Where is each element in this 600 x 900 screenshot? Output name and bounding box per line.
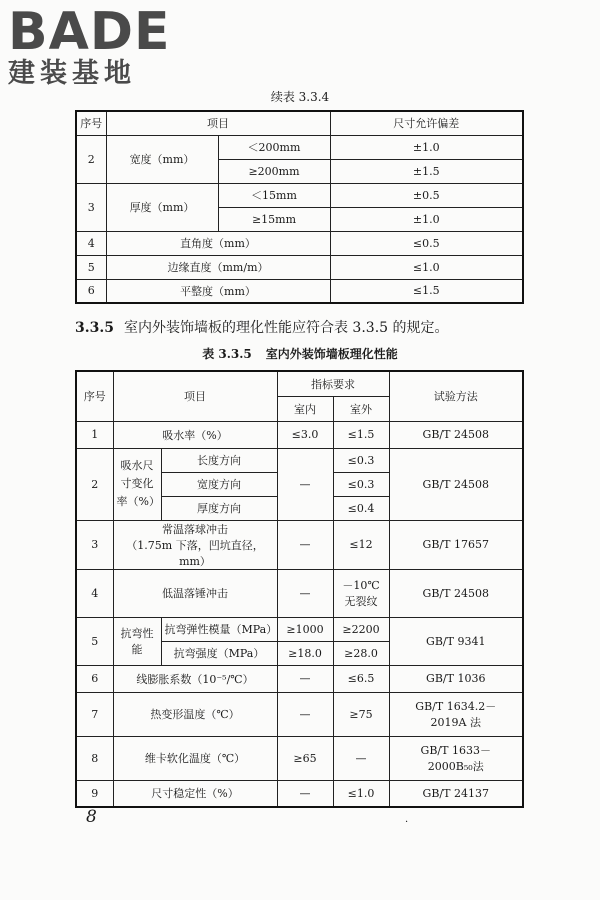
row-method: GB/T 1036 <box>389 665 523 692</box>
row-outdoor: ≥28.0 <box>333 641 389 665</box>
row-outdoor: ≤1.0 <box>333 780 389 807</box>
row-outdoor: ≤12 <box>333 520 389 569</box>
header-index: 指标要求 <box>277 371 389 396</box>
table-row <box>76 665 523 692</box>
table-row <box>76 617 523 641</box>
table-row <box>76 231 523 255</box>
table-row <box>76 421 523 448</box>
row-no: 8 <box>76 736 113 780</box>
row-method-line: GB/T 1634.2－ <box>415 700 497 713</box>
row-method-line: 2019A 法 <box>430 716 481 729</box>
properties-table <box>75 370 524 808</box>
row-item: 维卡软化温度（℃） <box>113 736 277 780</box>
row-no: 3 <box>76 520 113 569</box>
table-row <box>76 736 523 780</box>
row-method: GB/T 24508 <box>389 569 523 617</box>
row-no: 5 <box>76 617 113 665</box>
row-value: ±0.5 <box>330 183 523 207</box>
row-indoor: ≤3.0 <box>277 421 333 448</box>
header-outdoor: 室外 <box>333 396 389 421</box>
row-no: 6 <box>76 665 113 692</box>
row-no: 9 <box>76 780 113 807</box>
row-sub: ≥15mm <box>218 207 330 231</box>
header-method: 试验方法 <box>389 371 523 421</box>
row-method: GB/T 9341 <box>389 617 523 665</box>
row-group: 吸水尺寸变化率（%） <box>113 448 161 520</box>
section-paragraph <box>75 317 449 337</box>
tolerance-table <box>75 110 524 304</box>
table-row <box>76 780 523 807</box>
row-outdoor: ≤1.5 <box>333 421 389 448</box>
row-item: 线膨胀系数（10⁻⁵/℃） <box>113 665 277 692</box>
row-outdoor: ≥2200 <box>333 617 389 641</box>
table-row <box>76 183 523 207</box>
row-method-line: GB/T 1633－ <box>420 744 491 757</box>
row-indoor: — <box>277 448 333 520</box>
table-row <box>76 135 523 159</box>
table2-caption-no: 表 3.3.5 <box>202 347 252 361</box>
logo-subtitle: 建装基地 <box>8 58 136 89</box>
row-outdoor: — <box>333 736 389 780</box>
scan-speck: · <box>405 817 409 828</box>
row-sub-item: 抗弯强度（MPa） <box>161 641 277 665</box>
section-text: 室内外装饰墙板的理化性能应符合表 3.3.5 的规定。 <box>123 320 449 336</box>
row-outdoor-line: 无裂纹 <box>344 595 378 608</box>
row-indoor: — <box>277 569 333 617</box>
row-item: 热变形温度（℃） <box>113 692 277 736</box>
brand-logo <box>8 4 171 90</box>
row-no: 3 <box>76 183 106 231</box>
row-indoor: ≥65 <box>277 736 333 780</box>
row-outdoor: ≤0.4 <box>333 496 389 520</box>
row-no: 6 <box>76 279 106 303</box>
row-value: ±1.0 <box>330 135 523 159</box>
row-no: 2 <box>76 135 106 183</box>
row-method <box>389 736 523 780</box>
row-outdoor: ≤0.3 <box>333 448 389 472</box>
row-sub: ＜200mm <box>218 135 330 159</box>
table2-caption <box>0 345 600 362</box>
page-number: 8 <box>86 807 97 827</box>
row-no: 4 <box>76 231 106 255</box>
table-row <box>76 448 523 472</box>
row-sub: ≥200mm <box>218 159 330 183</box>
header-tolerance: 尺寸允许偏差 <box>330 111 523 135</box>
row-outdoor <box>333 569 389 617</box>
row-outdoor: ≥75 <box>333 692 389 736</box>
row-indoor: — <box>277 520 333 569</box>
table-row <box>76 520 523 569</box>
table-row <box>76 569 523 617</box>
row-item: 吸水率（%） <box>113 421 277 448</box>
header-item: 项目 <box>113 371 277 421</box>
logo-brand: BADE <box>8 2 171 62</box>
row-sub-item: 厚度方向 <box>161 496 277 520</box>
row-no: 7 <box>76 692 113 736</box>
row-indoor: ≥18.0 <box>277 641 333 665</box>
table2-caption-title: 室内外装饰墙板理化性能 <box>265 347 398 361</box>
row-method: GB/T 17657 <box>389 520 523 569</box>
row-no: 4 <box>76 569 113 617</box>
row-method <box>389 692 523 736</box>
row-item-line: 常温落球冲击 <box>162 522 228 536</box>
table-row <box>76 255 523 279</box>
row-item: 厚度（mm） <box>106 183 218 231</box>
row-outdoor: ≤6.5 <box>333 665 389 692</box>
row-no: 1 <box>76 421 113 448</box>
row-outdoor: ≤0.3 <box>333 472 389 496</box>
row-group: 抗弯性能 <box>113 617 161 665</box>
section-number: 3.3.5 <box>75 320 114 336</box>
header-no: 序号 <box>76 371 113 421</box>
row-sub: ＜15mm <box>218 183 330 207</box>
row-item-line: （1.75m 下落，凹坑直径，mm） <box>126 538 264 568</box>
row-item: 直角度（mm） <box>106 231 330 255</box>
table-header-row <box>76 111 523 135</box>
row-indoor: — <box>277 665 333 692</box>
row-item <box>113 520 277 569</box>
table1-caption: 续表 3.3.4 <box>270 90 330 104</box>
row-value: ±1.0 <box>330 207 523 231</box>
row-no: 2 <box>76 448 113 520</box>
row-value: ±1.5 <box>330 159 523 183</box>
row-item: 宽度（mm） <box>106 135 218 183</box>
header-no: 序号 <box>76 111 106 135</box>
row-sub-item: 宽度方向 <box>161 472 277 496</box>
table-row <box>76 279 523 303</box>
row-item: 平整度（mm） <box>106 279 330 303</box>
row-method: GB/T 24508 <box>389 421 523 448</box>
row-sub-item: 抗弯弹性模量（MPa） <box>161 617 277 641</box>
header-indoor: 室内 <box>277 396 333 421</box>
row-item: 边缘直度（mm/m） <box>106 255 330 279</box>
header-item: 项目 <box>106 111 330 135</box>
row-indoor: — <box>277 692 333 736</box>
row-value: ≤1.0 <box>330 255 523 279</box>
row-indoor: ≥1000 <box>277 617 333 641</box>
row-item: 尺寸稳定性（%） <box>113 780 277 807</box>
row-method: GB/T 24508 <box>389 448 523 520</box>
row-value: ≤0.5 <box>330 231 523 255</box>
row-value: ≤1.5 <box>330 279 523 303</box>
row-method-line: 2000B₅₀法 <box>427 760 484 773</box>
table-header-row <box>76 371 523 396</box>
row-indoor: — <box>277 780 333 807</box>
row-outdoor-line: －10℃ <box>342 579 380 592</box>
row-sub-item: 长度方向 <box>161 448 277 472</box>
row-method: GB/T 24137 <box>389 780 523 807</box>
table-row <box>76 692 523 736</box>
row-item: 低温落锤冲击 <box>113 569 277 617</box>
row-no: 5 <box>76 255 106 279</box>
